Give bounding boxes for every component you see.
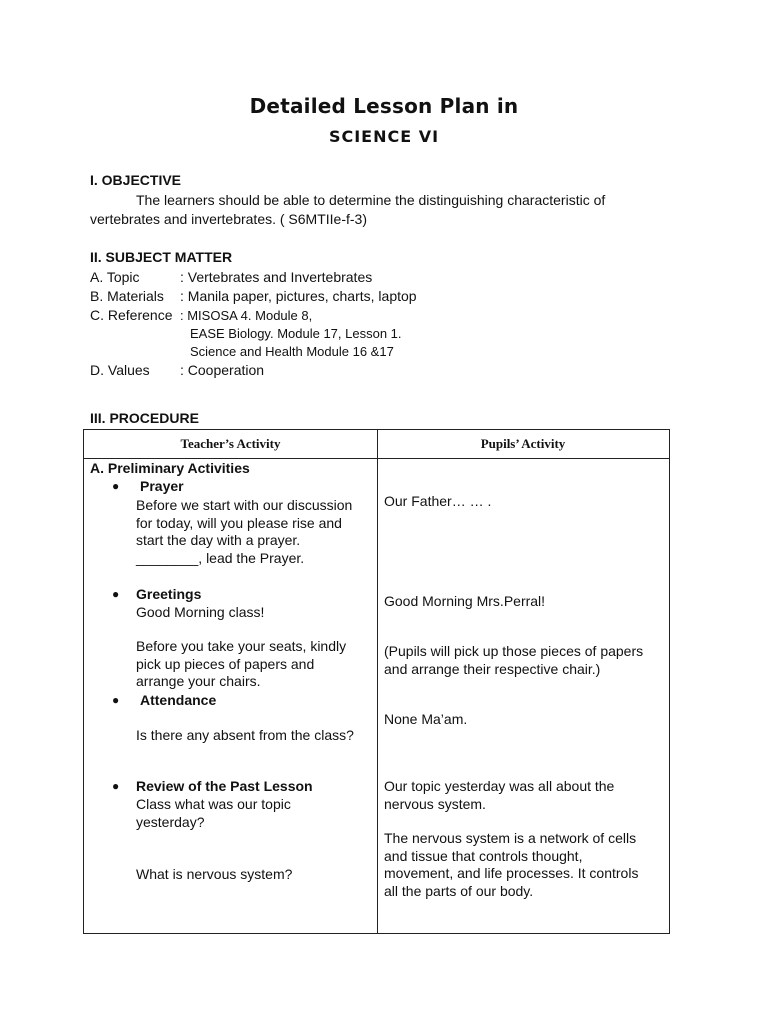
seats-response: (Pupils will pick up those pieces of papers and arrange their respective chair.)	[384, 643, 644, 677]
objective-heading: I. OBJECTIVE	[90, 172, 182, 188]
reference-value-3: Science and Health Module 16 &17	[190, 344, 394, 359]
procedure-heading: III. PROCEDURE	[90, 410, 199, 426]
greetings-text: Good Morning class!	[136, 604, 265, 620]
procedure-table	[83, 429, 670, 934]
review-text: Class what was our topic yesterday?	[136, 796, 291, 830]
prayer-title: Prayer	[140, 478, 184, 494]
review-title: Review of the Past Lesson	[136, 778, 313, 794]
nervous-system-response: The nervous system is a network of cells and tissue that controls thought, movement, and life processes. It controls all the parts of our body.	[384, 830, 639, 899]
prayer-response: Our Father… … .	[384, 493, 492, 509]
topic-label: A. Topic	[90, 269, 140, 285]
topic-value: : Vertebrates and Invertebrates	[180, 269, 373, 285]
preliminary-activities-heading: A. Preliminary Activities	[90, 460, 250, 476]
teacher-activity-header: Teacher’s Activity	[180, 436, 281, 451]
greetings-title: Greetings	[136, 586, 202, 602]
reference-label: C. Reference	[90, 307, 173, 323]
pupils-activity-header: Pupils’ Activity	[480, 436, 566, 451]
materials-value: : Manila paper, pictures, charts, laptop	[180, 288, 417, 304]
objective-line-2: vertebrates and invertebrates. ( S6MTIIe-f-3)	[90, 211, 367, 227]
column-divider	[377, 430, 378, 933]
bullet-review: ●	[112, 779, 120, 793]
attendance-text: Is there any absent from the class?	[136, 727, 354, 743]
seats-text: Before you take your seats, kindly pick up pieces of papers and arrange your chairs.	[136, 638, 347, 689]
attendance-title: Attendance	[140, 692, 217, 708]
bullet-greetings: ●	[112, 587, 120, 601]
reference-value-1: : MISOSA 4. Module 8,	[180, 308, 313, 323]
header-divider	[84, 458, 669, 459]
greetings-response: Good Morning Mrs.Perral!	[384, 593, 546, 609]
values-label: D. Values	[90, 362, 150, 378]
reference-value-2: EASE Biology. Module 17, Lesson 1.	[190, 326, 402, 341]
attendance-response: None Ma’am.	[384, 711, 468, 727]
prayer-text: Before we start with our discussion for today, will you please rise and start the day with a prayer. ________, lead the Prayer.	[136, 497, 353, 566]
bullet-attendance: ●	[112, 693, 120, 707]
subject-matter-heading: II. SUBJECT MATTER	[90, 249, 233, 265]
document-title: Detailed Lesson Plan in	[249, 94, 519, 118]
bullet-prayer: ●	[112, 479, 120, 493]
nervous-system-question: What is nervous system?	[136, 866, 293, 882]
review-response: Our topic yesterday was all about the nervous system.	[384, 778, 615, 812]
materials-label: B. Materials	[90, 288, 164, 304]
objective-line-1: The learners should be able to determine the distinguishing characteristic of	[136, 192, 606, 208]
document-subtitle: SCIENCE VI	[328, 127, 440, 146]
values-value: : Cooperation	[180, 362, 265, 378]
